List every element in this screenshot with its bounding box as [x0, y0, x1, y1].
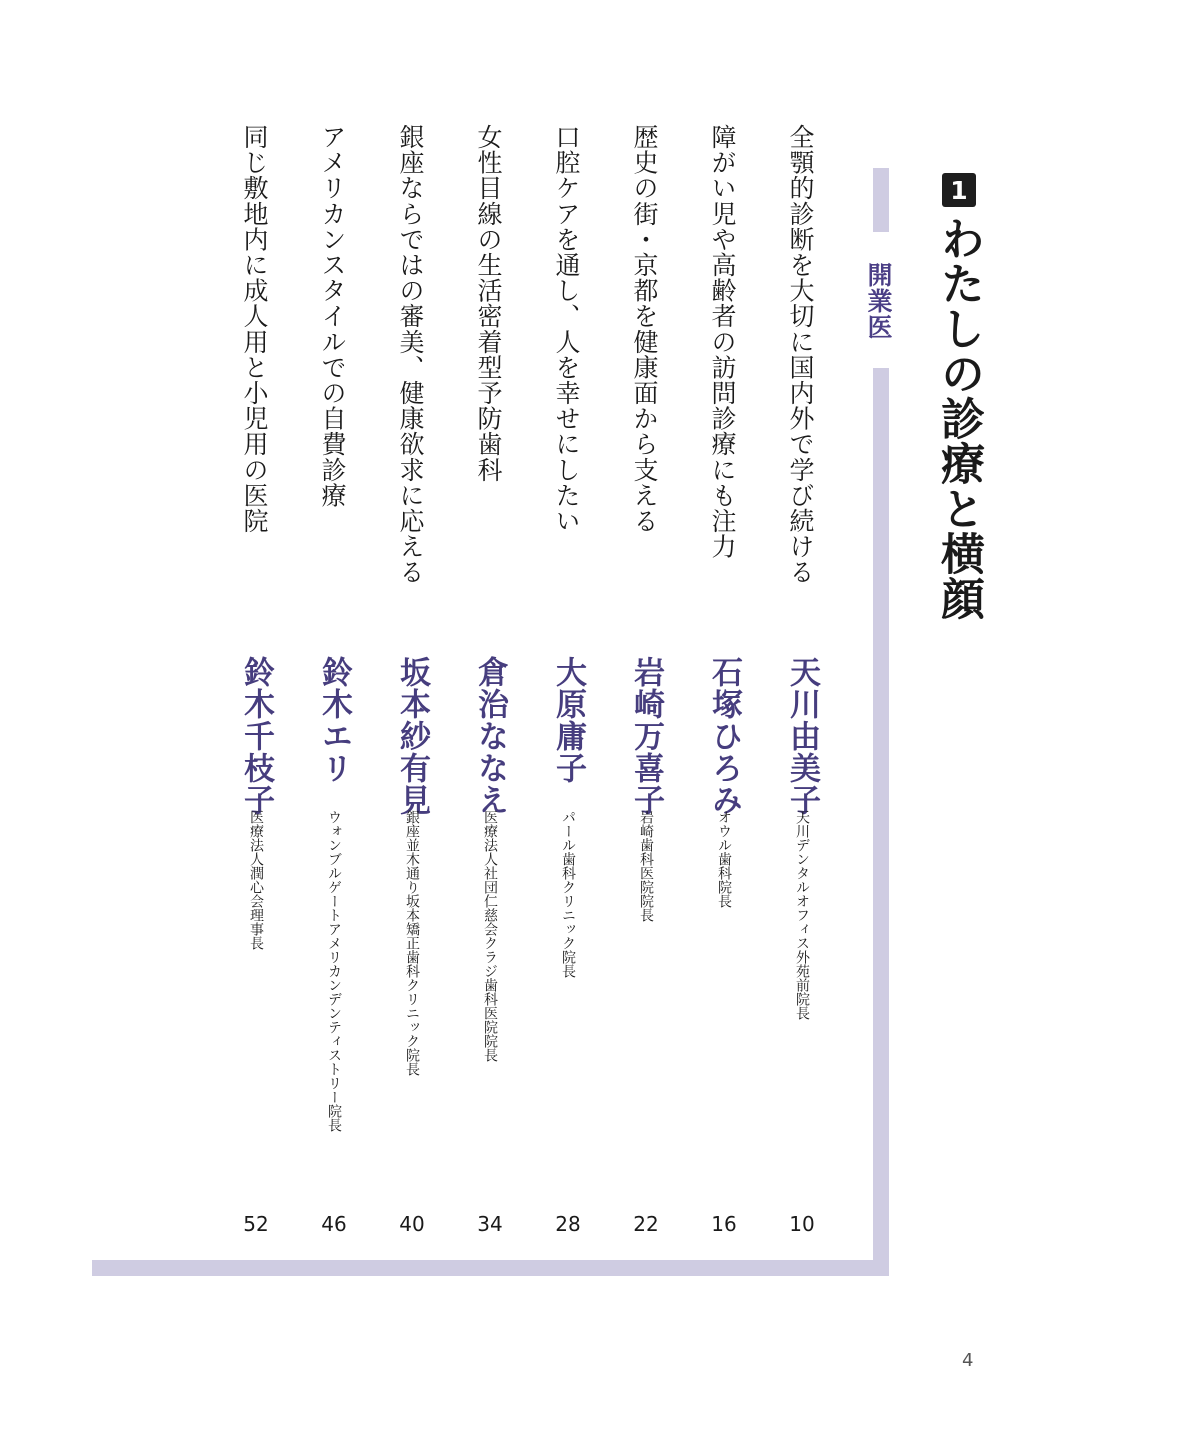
entry-title: 銀座ならではの審美、健康欲求に応える [396, 124, 425, 585]
author-name: 天川由美子 [784, 656, 820, 816]
author-role: 医療法人社団仁慈会クラジ歯科医院院長 [482, 810, 498, 1062]
frame-bar-bottom [92, 1260, 889, 1276]
toc-entry-3[interactable] [620, 0, 672, 1260]
author-role: 岩崎歯科医院院長 [638, 810, 654, 922]
entry-title: 全顎的診断を大切に国内外で学び続ける [786, 124, 815, 585]
toc-entry-2[interactable] [698, 0, 750, 1260]
page-ref: 34 [477, 1212, 503, 1236]
entry-title: 同じ敷地内に成人用と小児用の医院 [240, 124, 269, 534]
chapter-title: わたしの診療と横顔 [933, 216, 984, 621]
toc-entry-5[interactable] [464, 0, 516, 1260]
entry-title: アメリカンスタイルでの自費診療 [318, 124, 347, 508]
page-ref: 22 [633, 1212, 659, 1236]
chapter-number-badge: 1 [942, 173, 976, 207]
page-ref: 10 [789, 1212, 815, 1236]
toc-entry-1[interactable] [776, 0, 828, 1260]
author-role: オウル歯科院長 [716, 810, 732, 908]
author-role: 銀座並木通り坂本矯正歯科クリニック院長 [404, 810, 420, 1076]
toc-entry-7[interactable] [308, 0, 360, 1260]
author-role: 医療法人潤心会理事長 [248, 810, 264, 950]
author-role: ウォンブルゲートアメリカンデンティストリー院長 [326, 810, 342, 1132]
entry-title: 女性目線の生活密着型予防歯科 [474, 124, 503, 483]
toc-entry-8[interactable] [230, 0, 282, 1260]
page-number: 4 [962, 1350, 974, 1371]
page-ref: 28 [555, 1212, 581, 1236]
author-name: 坂本紗有見 [394, 656, 430, 816]
author-name: 大原庸子 [550, 656, 586, 784]
toc-entry-4[interactable] [542, 0, 594, 1260]
frame-bar-top [873, 168, 889, 232]
page-ref: 16 [711, 1212, 737, 1236]
author-name: 石塚ひろみ [706, 656, 742, 816]
page-ref: 40 [399, 1212, 425, 1236]
author-name: 岩崎万喜子 [628, 656, 664, 816]
toc-entry-6[interactable] [386, 0, 438, 1260]
author-role: パール歯科クリニック院長 [560, 810, 576, 978]
page-ref: 52 [243, 1212, 269, 1236]
entry-title: 歴史の街・京都を健康面から支える [630, 124, 659, 534]
page-ref: 46 [321, 1212, 347, 1236]
author-name: 倉治ななえ [472, 656, 508, 816]
frame-bar-right [873, 368, 889, 1276]
author-name: 鈴木エリ [316, 656, 352, 784]
entry-title: 口腔ケアを通し、人を幸せにしたい [552, 124, 581, 534]
entry-title: 障がい児や高齢者の訪問診療にも注力 [708, 124, 737, 560]
author-role: 天川デンタルオフィス外苑前院長 [794, 810, 810, 1020]
author-name: 鈴木千枝子 [238, 656, 274, 816]
category-label: 開業医 [864, 262, 893, 340]
